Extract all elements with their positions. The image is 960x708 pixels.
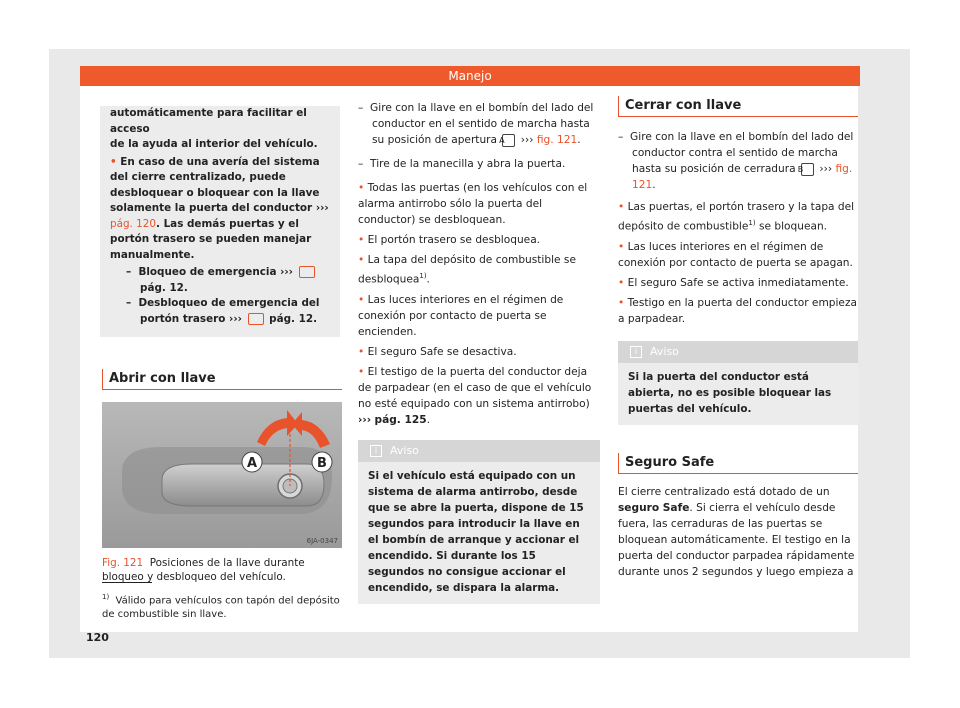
intro-line: automáticamente para facilitar el acceso: [110, 107, 307, 135]
sub-item-desbloqueo: – Desbloqueo de emergencia del portón trasero ››› pág. 12.: [126, 297, 320, 325]
figure-121: [102, 402, 342, 548]
result-bullet: • Las luces interiores en el régimen de conexión por contacto de puerta se apagan.: [618, 240, 853, 269]
book-icon: [299, 266, 315, 278]
result-bullet: • La tapa del depósito de combustible se desbloquea$^{1)}$.: [358, 254, 576, 286]
sub-item-bloqueo: – Bloqueo de emergencia ››› pág. 12.: [126, 265, 330, 296]
section-title: Abrir con llave: [102, 369, 342, 389]
page-number: 120: [86, 631, 109, 644]
column-3: [618, 96, 858, 580]
step-2: – Tire de la manecilla y abra la puerta.: [358, 158, 566, 170]
result-bullet: • El seguro Safe se desactiva.: [358, 345, 517, 358]
result-bullet: • Todas las puertas (en los vehículos con el alarma antirrobo sólo la puerta del conductor) se desbloquean.: [358, 182, 588, 226]
intro-line: de la ayuda al interior del vehículo.: [110, 138, 318, 150]
continued-note-box: [100, 106, 340, 337]
step-1: – Gire con la llave en el bombín del lado del conductor en el sentido de marcha hasta su posición de apertura A ››› fig. 121.: [358, 102, 594, 146]
section-header-abrir: [102, 369, 342, 390]
book-icon: [248, 313, 264, 325]
figure-code: 6JA-0347: [306, 537, 338, 545]
info-icon: i: [370, 445, 382, 457]
step-1: – Gire con la llave en el bombín del lado del conductor contra el sentido de marcha hasta su posición de cerradura B ››› fig. 121.: [618, 131, 854, 191]
aviso-text: Si el vehículo está equipado con un sistema de alarma antirrobo, desde que se abre la puerta, dispone de 15 segundos para introducir la llave en el bombín de arranque y accionar el encendido. Si durante los 15 segundos no consigue accionar el encendido, se dispara la alarma.: [368, 469, 584, 594]
aviso-text: Si la puerta del conductor está abierta, no es posible bloquear las puertas del vehículo.: [628, 370, 832, 415]
column-2: [358, 100, 600, 604]
badge-a: A: [502, 134, 515, 147]
bullet-paragraph: • En caso de una avería del sistema del cierre centralizado, puede desbloquear o bloquear con la llave solamente la puerta del conductor ››› pág. 120. Las demás puertas y el portón trasero se pueden manejar manualmente.: [110, 155, 329, 261]
page-link[interactable]: pág. 125: [374, 413, 427, 426]
result-bullet: • El testigo de la puerta del conductor deja de parpadear (en el caso de que el vehículo no esté equipado con un sistema antirrobo) ››› pág. 125.: [358, 365, 592, 426]
page-link[interactable]: pág. 120: [110, 217, 156, 230]
page-link[interactable]: pág. 12.: [269, 312, 318, 325]
figure-caption: Fig. 121 Posiciones de la llave durante bloqueo y desbloqueo del vehículo.: [102, 557, 305, 583]
section-header-safe: [618, 453, 858, 474]
result-bullet: • El portón trasero se desbloquea.: [358, 234, 541, 246]
figure-label-a: A: [246, 456, 258, 471]
aviso-box: [358, 440, 600, 604]
aviso-header: i Aviso: [618, 341, 858, 363]
aviso-header: i Aviso: [358, 440, 600, 462]
aviso-box: [618, 341, 858, 425]
result-bullet: • Las puertas, el portón trasero y la tapa del depósito de combustible$^{1)}$ se bloquean.: [618, 201, 855, 233]
result-bullet: • Testigo en la puerta del conductor empieza a parpadear.: [618, 296, 857, 325]
column-1: [102, 106, 340, 584]
figure-number: Fig. 121: [102, 557, 144, 569]
figure-label-b: B: [317, 456, 327, 471]
page-link[interactable]: pág. 12.: [140, 281, 188, 294]
badge-b: B: [801, 163, 814, 176]
section-title: Cerrar con llave: [618, 96, 858, 116]
footnote-rule: [102, 582, 152, 583]
section-header-cerrar: [618, 96, 858, 117]
door-handle-illustration: [102, 402, 342, 548]
footnote: $^{1)}$ Válido para vehículos con tapón del depósito de combustible sin llave.: [102, 593, 340, 621]
info-icon: i: [630, 346, 642, 358]
result-bullet: • El seguro Safe se activa inmediatamente.: [618, 276, 849, 289]
page-header: Manejo: [80, 66, 860, 86]
safe-paragraph: El cierre centralizado está dotado de un seguro Safe. Si cierra el vehículo desde fuera, las cerraduras de las puertas se bloquean automáticamente. El testigo en la puerta del conductor parpadea rápidamente durante unos 2 segundos y luego empieza a: [618, 485, 855, 578]
result-bullet: • Las luces interiores en el régimen de conexión por contacto de puerta se encienden.: [358, 293, 564, 338]
figure-link[interactable]: fig. 121: [536, 134, 578, 146]
figure-link[interactable]: fig. 121: [632, 163, 853, 191]
section-title: Seguro Safe: [618, 453, 858, 473]
